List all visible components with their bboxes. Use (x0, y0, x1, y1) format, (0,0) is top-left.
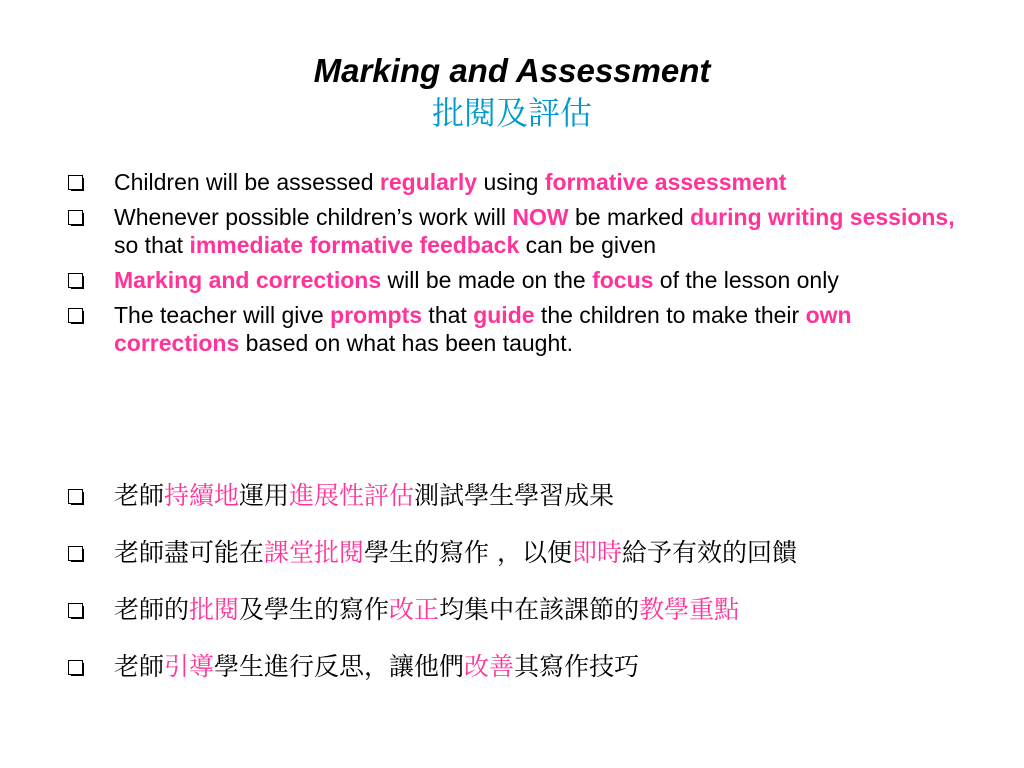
bullet-item (66, 301, 966, 357)
bullet-text: so that (114, 232, 190, 258)
highlighted-text: 課堂批閱 (264, 538, 365, 567)
bullet-text: 其寫作技巧 (514, 652, 640, 681)
highlighted-text: guide (473, 302, 535, 328)
highlighted-text: 即時 (571, 538, 622, 567)
bullet-text: 給予有效的回饋 (622, 538, 798, 567)
chinese-bullet-list (66, 476, 966, 704)
highlighted-text: formative assessment (544, 169, 787, 195)
bullet-text: will be made on the (381, 267, 593, 293)
bullet-item (66, 476, 966, 516)
bullet-text: 老師盡可能在 (114, 538, 265, 567)
bullet-text: The teacher will give (114, 302, 331, 328)
highlighted-text: own corrections (114, 302, 852, 356)
highlighted-text: 教學重點 (639, 595, 740, 624)
highlighted-text: focus (592, 267, 654, 293)
checkbox-square-icon (68, 210, 83, 225)
bullet-text: 及學生的寫作 (239, 595, 390, 624)
bullet-text: based on what has been taught. (239, 330, 574, 356)
highlighted-text: 改善 (464, 652, 515, 681)
highlighted-text: immediate formative feedback (189, 232, 520, 258)
slide-subtitle: 批閱及評估 (431, 94, 592, 132)
highlighted-text: NOW (512, 204, 569, 230)
checkbox-square-icon (68, 546, 83, 561)
bullet-item (66, 266, 966, 294)
bullet-text: 均集中在該課節的 (439, 595, 640, 624)
bullet-text: 學生進行反思，讓他們 (214, 652, 465, 681)
highlighted-text: 持續地 (164, 481, 240, 510)
bullet-text: the children to make their (534, 302, 806, 328)
highlighted-text: Marking and corrections (114, 267, 382, 293)
bullet-item (66, 168, 966, 196)
english-bullet-list (66, 168, 966, 364)
bullet-item (66, 533, 966, 573)
bullet-text: that (422, 302, 474, 328)
bullet-item (66, 590, 966, 630)
highlighted-text: prompts (330, 302, 423, 328)
highlighted-text: during writing sessions, (690, 204, 955, 230)
bullet-text: 老師 (114, 481, 165, 510)
bullet-text: 老師的 (114, 595, 190, 624)
slide-title: Marking and Assessment (313, 52, 711, 89)
bullet-text: 學生的寫作 ，以便 (364, 538, 572, 567)
highlighted-text: 進展性評估 (289, 481, 415, 510)
bullet-item (66, 647, 966, 687)
bullet-text: be marked (568, 204, 691, 230)
bullet-text: of the lesson only (653, 267, 839, 293)
bullet-text: 老師 (114, 652, 165, 681)
bullet-text: can be given (519, 232, 657, 258)
checkbox-square-icon (68, 660, 83, 675)
highlighted-text: 改正 (389, 595, 440, 624)
highlighted-text: 引導 (164, 652, 215, 681)
checkbox-square-icon (68, 308, 83, 323)
bullet-text: Children will be assessed (114, 169, 380, 195)
bullet-text: 測試學生學習成果 (414, 481, 615, 510)
bullet-text: using (477, 169, 545, 195)
highlighted-text: 批閱 (189, 595, 240, 624)
checkbox-square-icon (68, 273, 83, 288)
bullet-text: Whenever possible children’s work will (114, 204, 513, 230)
bullet-text: 運用 (239, 481, 290, 510)
checkbox-square-icon (68, 175, 83, 190)
checkbox-square-icon (68, 489, 83, 504)
checkbox-square-icon (68, 603, 83, 618)
bullet-item (66, 203, 966, 259)
highlighted-text: regularly (379, 169, 478, 195)
